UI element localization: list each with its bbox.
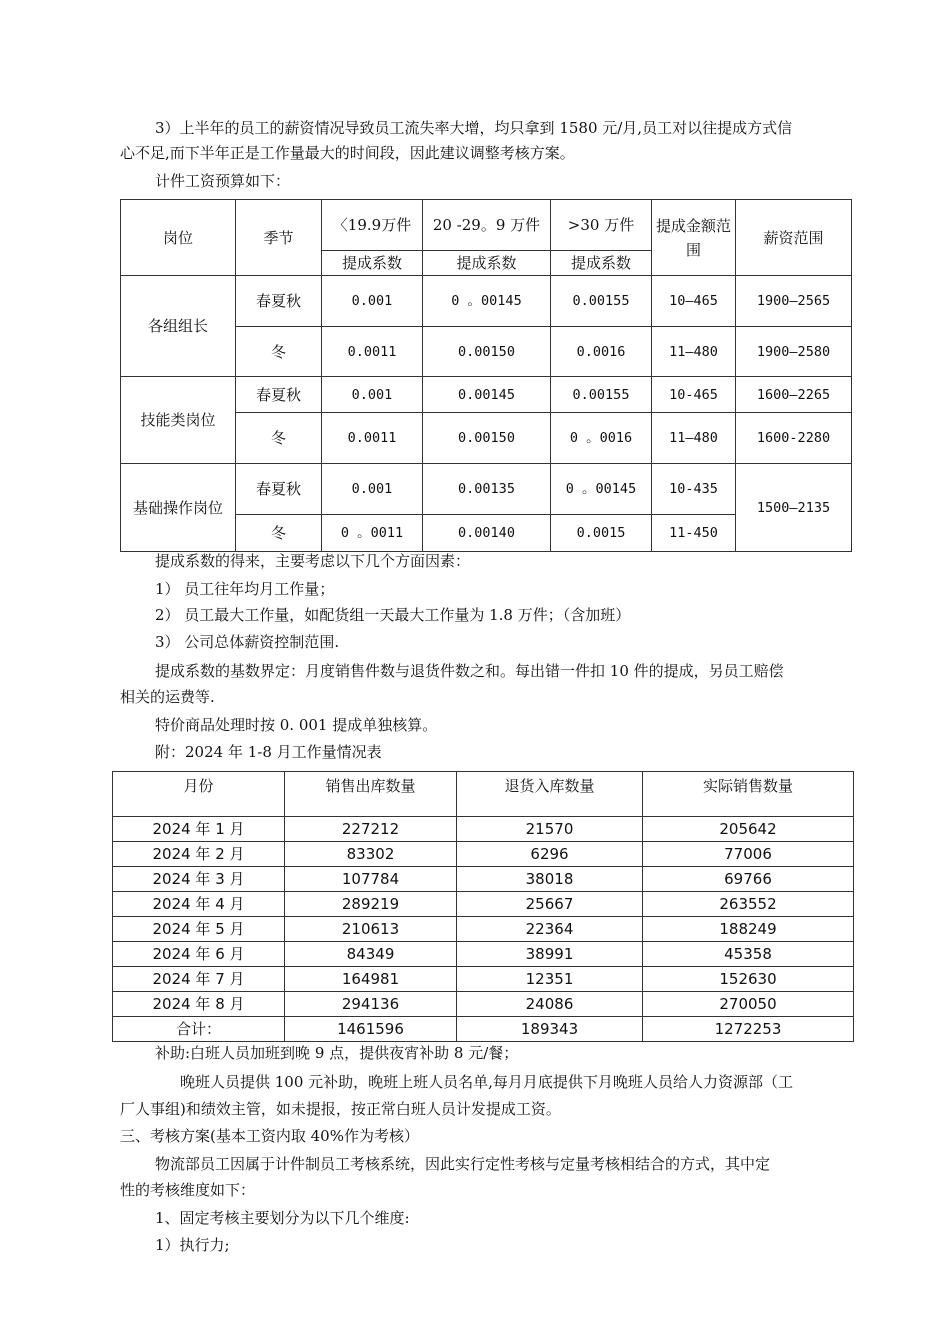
outbound-cell: 83302 xyxy=(285,842,457,867)
coef-cell: 0.00155 xyxy=(551,377,652,413)
outbound-cell: 289219 xyxy=(285,892,457,917)
section3-title: 三、考核方案(基本工资内取 40%作为考核） xyxy=(120,1127,419,1145)
season-cell: 春夏秋 xyxy=(236,464,322,515)
base-definition-line1: 提成系数的基数界定：月度销售件数与退货件数之和。每出错一件扣 10 件的提成，另员工赔偿 xyxy=(155,662,784,680)
table-row xyxy=(113,867,854,892)
header-month: 月份 xyxy=(113,772,285,817)
coef-cell: 0 。00145 xyxy=(423,276,551,327)
section3-item1: 1、固定考核主要划分为以下几个维度: xyxy=(155,1209,410,1227)
table-row xyxy=(113,842,854,867)
total-label: 合计： xyxy=(113,1017,285,1042)
section3-para-line1: 物流部员工因属于计件制员工考核系统，因此实行定性考核与定量考核相结合的方式，其中定 xyxy=(155,1155,771,1173)
coef-cell: 0 。00145 xyxy=(551,464,652,515)
special-goods-note: 特价商品处理时按 0. 001 提成单独核算。 xyxy=(155,716,438,734)
table-row xyxy=(113,917,854,942)
coef-cell: 0.001 xyxy=(322,377,423,413)
section3-item1-sub: 1）执行力; xyxy=(155,1236,230,1254)
header-actual: 实际销售数量 xyxy=(643,772,854,817)
header-position: 岗位 xyxy=(121,200,236,276)
coef-cell: 0 。0016 xyxy=(551,413,652,464)
salary-cell: 1600—2265 xyxy=(736,377,852,413)
outbound-cell: 107784 xyxy=(285,867,457,892)
table-row xyxy=(121,464,852,515)
actual-cell: 205642 xyxy=(643,817,854,842)
table-row xyxy=(113,817,854,842)
total-actual: 1272253 xyxy=(643,1017,854,1042)
salary-cell: 1500—2135 xyxy=(736,464,852,552)
table-row xyxy=(113,967,854,992)
amount-cell: 11—480 xyxy=(652,413,736,464)
actual-cell: 77006 xyxy=(643,842,854,867)
total-returns: 189343 xyxy=(457,1017,643,1042)
factor-item-1: 1） 员工往年均月工作量； xyxy=(155,580,335,598)
month-cell: 2024 年 6 月 xyxy=(113,942,285,967)
workload-table xyxy=(112,771,854,1042)
total-outbound: 1461596 xyxy=(285,1017,457,1042)
coef-cell: 0.0016 xyxy=(551,327,652,377)
month-cell: 2024 年 4 月 xyxy=(113,892,285,917)
season-cell: 春夏秋 xyxy=(236,276,322,327)
table-row xyxy=(113,892,854,917)
position-cell: 各组组长 xyxy=(121,276,236,377)
returns-cell: 21570 xyxy=(457,817,643,842)
returns-cell: 38991 xyxy=(457,942,643,967)
returns-cell: 24086 xyxy=(457,992,643,1017)
salary-cell: 1900—2565 xyxy=(736,276,852,327)
table-row xyxy=(113,942,854,967)
coef-cell: 0.00140 xyxy=(423,515,551,552)
amount-cell: 11-450 xyxy=(652,515,736,552)
intro-para-line2: 心不足,而下半年正是工作量最大的时间段，因此建议调整考核方案。 xyxy=(120,144,575,162)
factor-item-3: 3） 公司总体薪资控制范围. xyxy=(155,633,340,651)
base-definition-line2: 相关的运费等. xyxy=(120,688,215,706)
section3-para-line2: 性的考核维度如下： xyxy=(120,1181,256,1199)
header-salary-range: 薪资范围 xyxy=(736,200,852,276)
returns-cell: 12351 xyxy=(457,967,643,992)
returns-cell: 25667 xyxy=(457,892,643,917)
outbound-cell: 210613 xyxy=(285,917,457,942)
coef-cell: 0 。0011 xyxy=(322,515,423,552)
coef-cell: 0.001 xyxy=(322,276,423,327)
month-cell: 2024 年 7 月 xyxy=(113,967,285,992)
appendix-title: 附：2024 年 1-8 月工作量情况表 xyxy=(155,743,382,761)
coef-cell: 0.00135 xyxy=(423,464,551,515)
amount-cell: 11—480 xyxy=(652,327,736,377)
coef-cell: 0.00150 xyxy=(423,327,551,377)
intro-para-line1: 3）上半年的员工的薪资情况导致员工流失率大增，均只拿到 1580 元/月,员工对以往提成方式信 xyxy=(155,119,793,137)
coef-cell: 0.00145 xyxy=(423,377,551,413)
coef-cell: 0.00155 xyxy=(551,276,652,327)
subsidy-line3: 厂人事组)和绩效主管，如未提报，按正常白班人员计发提成工资。 xyxy=(120,1100,561,1118)
season-cell: 冬 xyxy=(236,413,322,464)
salary-cell: 1900—2580 xyxy=(736,327,852,377)
amount-cell: 10—465 xyxy=(652,276,736,327)
coef-cell: 0.001 xyxy=(322,464,423,515)
actual-cell: 45358 xyxy=(643,942,854,967)
header-coef-3: 提成系数 xyxy=(551,251,652,276)
actual-cell: 69766 xyxy=(643,867,854,892)
coef-cell: 0.00150 xyxy=(423,413,551,464)
header-season: 季节 xyxy=(236,200,322,276)
month-cell: 2024 年 2 月 xyxy=(113,842,285,867)
month-cell: 2024 年 8 月 xyxy=(113,992,285,1017)
factor-item-2: 2） 员工最大工作量，如配货组一天最大工作量为 1.8 万件；（含加班） xyxy=(155,606,631,624)
coef-cell: 0.0011 xyxy=(322,327,423,377)
outbound-cell: 294136 xyxy=(285,992,457,1017)
total-row xyxy=(113,1017,854,1042)
outbound-cell: 164981 xyxy=(285,967,457,992)
subsidy-line2: 晚班人员提供 100 元补助，晚班上班人员名单,每月月底提供下月晚班人员给人力资源部（工 xyxy=(180,1073,793,1091)
position-cell: 基础操作岗位 xyxy=(121,464,236,552)
coef-cell: 0.0011 xyxy=(322,413,423,464)
season-cell: 冬 xyxy=(236,327,322,377)
budget-title: 计件工资预算如下： xyxy=(155,172,291,190)
season-cell: 春夏秋 xyxy=(236,377,322,413)
salary-cell: 1600-2280 xyxy=(736,413,852,464)
actual-cell: 188249 xyxy=(643,917,854,942)
position-cell: 技能类岗位 xyxy=(121,377,236,464)
season-cell: 冬 xyxy=(236,515,322,552)
header-coef-2: 提成系数 xyxy=(423,251,551,276)
coef-cell: 0.0015 xyxy=(551,515,652,552)
header-tier-3: >30 万件 xyxy=(551,200,652,251)
table-row xyxy=(121,276,852,327)
actual-cell: 270050 xyxy=(643,992,854,1017)
subsidy-line1: 补助:白班人员加班到晚 9 点，提供夜宵补助 8 元/餐； xyxy=(155,1044,519,1062)
month-cell: 2024 年 5 月 xyxy=(113,917,285,942)
factors-intro: 提成系数的得来，主要考虑以下几个方面因素： xyxy=(155,552,471,570)
amount-cell: 10-465 xyxy=(652,377,736,413)
month-cell: 2024 年 1 月 xyxy=(113,817,285,842)
outbound-cell: 84349 xyxy=(285,942,457,967)
returns-cell: 22364 xyxy=(457,917,643,942)
header-tier-1: 〈19.9万件 xyxy=(322,200,423,251)
header-amount-range: 提成金额范围 xyxy=(652,200,736,276)
header-returns: 退货入库数量 xyxy=(457,772,643,817)
table-row xyxy=(113,992,854,1017)
actual-cell: 152630 xyxy=(643,967,854,992)
actual-cell: 263552 xyxy=(643,892,854,917)
amount-cell: 10-435 xyxy=(652,464,736,515)
month-cell: 2024 年 3 月 xyxy=(113,867,285,892)
header-tier-2: 20 -29。9 万件 xyxy=(423,200,551,251)
returns-cell: 38018 xyxy=(457,867,643,892)
header-coef-1: 提成系数 xyxy=(322,251,423,276)
piece-rate-budget-table xyxy=(120,199,852,552)
returns-cell: 6296 xyxy=(457,842,643,867)
table-row xyxy=(121,377,852,413)
header-outbound: 销售出库数量 xyxy=(285,772,457,817)
outbound-cell: 227212 xyxy=(285,817,457,842)
